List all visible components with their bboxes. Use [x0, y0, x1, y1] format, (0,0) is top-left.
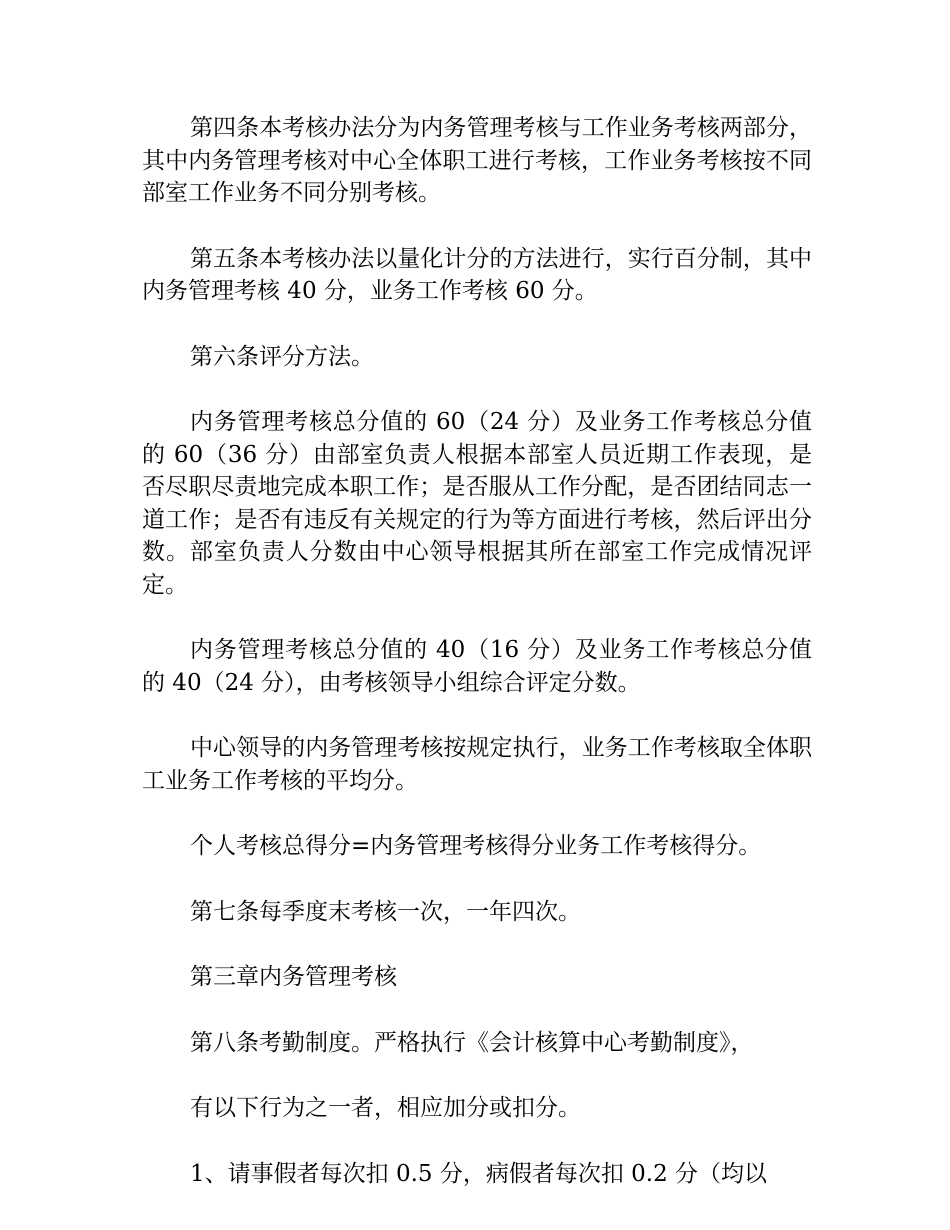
document-page	[142, 112, 812, 1190]
chapter-heading-3: 第三章内务管理考核	[190, 964, 397, 990]
paragraph-total-score: 个人考核总得分=内务管理考核得分业务工作考核得分。	[190, 833, 762, 859]
paragraph-article-8: 第八条考勤制度。严格执行《会计核算中心考勤制度》，	[190, 1029, 754, 1056]
paragraph-article-4: 第四条本考核办法分为内务管理考核与工作业务考核两部分，其中内务管理考核对中心全体职工进行考核，工作业务考核按不同部室工作业务不同分别考核。	[142, 115, 812, 206]
paragraph-behaviors: 有以下行为之一者，相应加分或扣分。	[190, 1095, 581, 1121]
paragraph-item-1: 1、请事假者每次扣 0.5 分，病假者每次扣 0.2 分（均以	[190, 1160, 768, 1187]
paragraph-article-7: 第七条每季度末考核一次，一年四次。	[190, 898, 581, 925]
paragraph-center-leaders: 中心领导的内务管理考核按规定执行，业务工作考核取全体职工业务工作考核的平均分。	[142, 735, 812, 794]
paragraph-article-5: 第五条本考核办法以量化计分的方法进行，实行百分制，其中内务管理考核 40 分，业务工作考核 60 分。	[142, 245, 812, 304]
paragraph-article-6: 第六条评分方法。	[190, 343, 374, 370]
paragraph-scoring-60: 内务管理考核总分值的 60（24 分）及业务工作考核总分值的 60（36 分）由部室负责人根据本部室人员近期工作表现，是否尽职尽责地完成本职工作；是否服从工作分配，是否团结同志一道工作；是否有违反有关规定的行为等方面进行考核，然后评出分数。部室负责人分数由中心领导根据其所在部室工作完成情况评定。	[142, 409, 812, 598]
paragraph-scoring-40: 内务管理考核总分值的 40（16 分）及业务工作考核总分值的 40（24 分），由考核领导小组综合评定分数。	[142, 637, 812, 696]
